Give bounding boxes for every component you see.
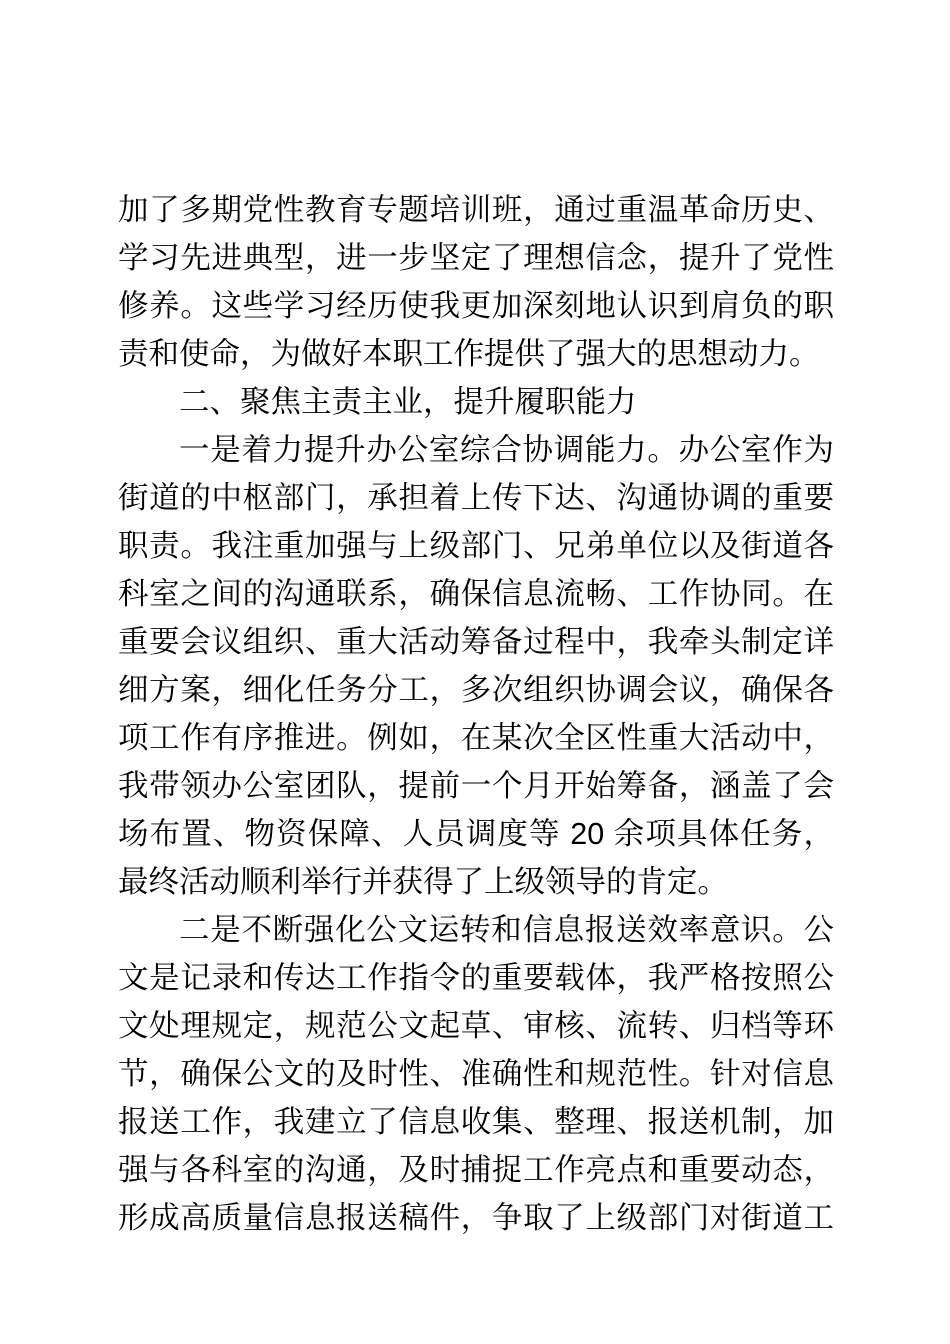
paragraph-point-one: 一是着力提升办公室综合协调能力。办公室作为街道的中枢部门，承担着上传下达、沟通协调的重要职责。我注重加强与上级部门、兄弟单位以及街道各科室之间的沟通联系，确保信息流畅、工作协同。在重要会议组织、重大活动筹备过程中，我牵头制定详细方案，细化任务分工，多次组织协调会议，确保各项工作有序推进。例如，在某次全区性重大活动中，我带领办公室团队，提前一个月开始筹备，涵盖了会场布置、物资保障、人员调度等 20 余项具体任务，最终活动顺利举行并获得了上级领导的肯定。 (118, 433, 834, 899)
paragraph-continued: 加了多期党性教育专题培训班，通过重温革命历史、学习先进典型，进一步坚定了理想信念，提升了党性修养。这些学习经历使我更加深刻地认识到肩负的职责和使命，为做好本职工作提供了强大的思想动力。 (118, 193, 834, 371)
document-text-body (118, 186, 834, 1242)
paragraph-point-two: 二是不断强化公文运转和信息报送效率意识。公文是记录和传达工作指令的重要载体，我严格按照公文处理规定，规范公文起草、审核、流转、归档等环节，确保公文的及时性、准确性和规范性。针对信息报送工作，我建立了信息收集、整理、报送机制，加强与各科室的沟通，及时捕捉工作亮点和重要动态，形成高质量信息报送稿件，争取了上级部门对街道工 (118, 913, 834, 1235)
section-heading-two: 二、聚焦主责主业，提升履职能力 (179, 385, 637, 419)
